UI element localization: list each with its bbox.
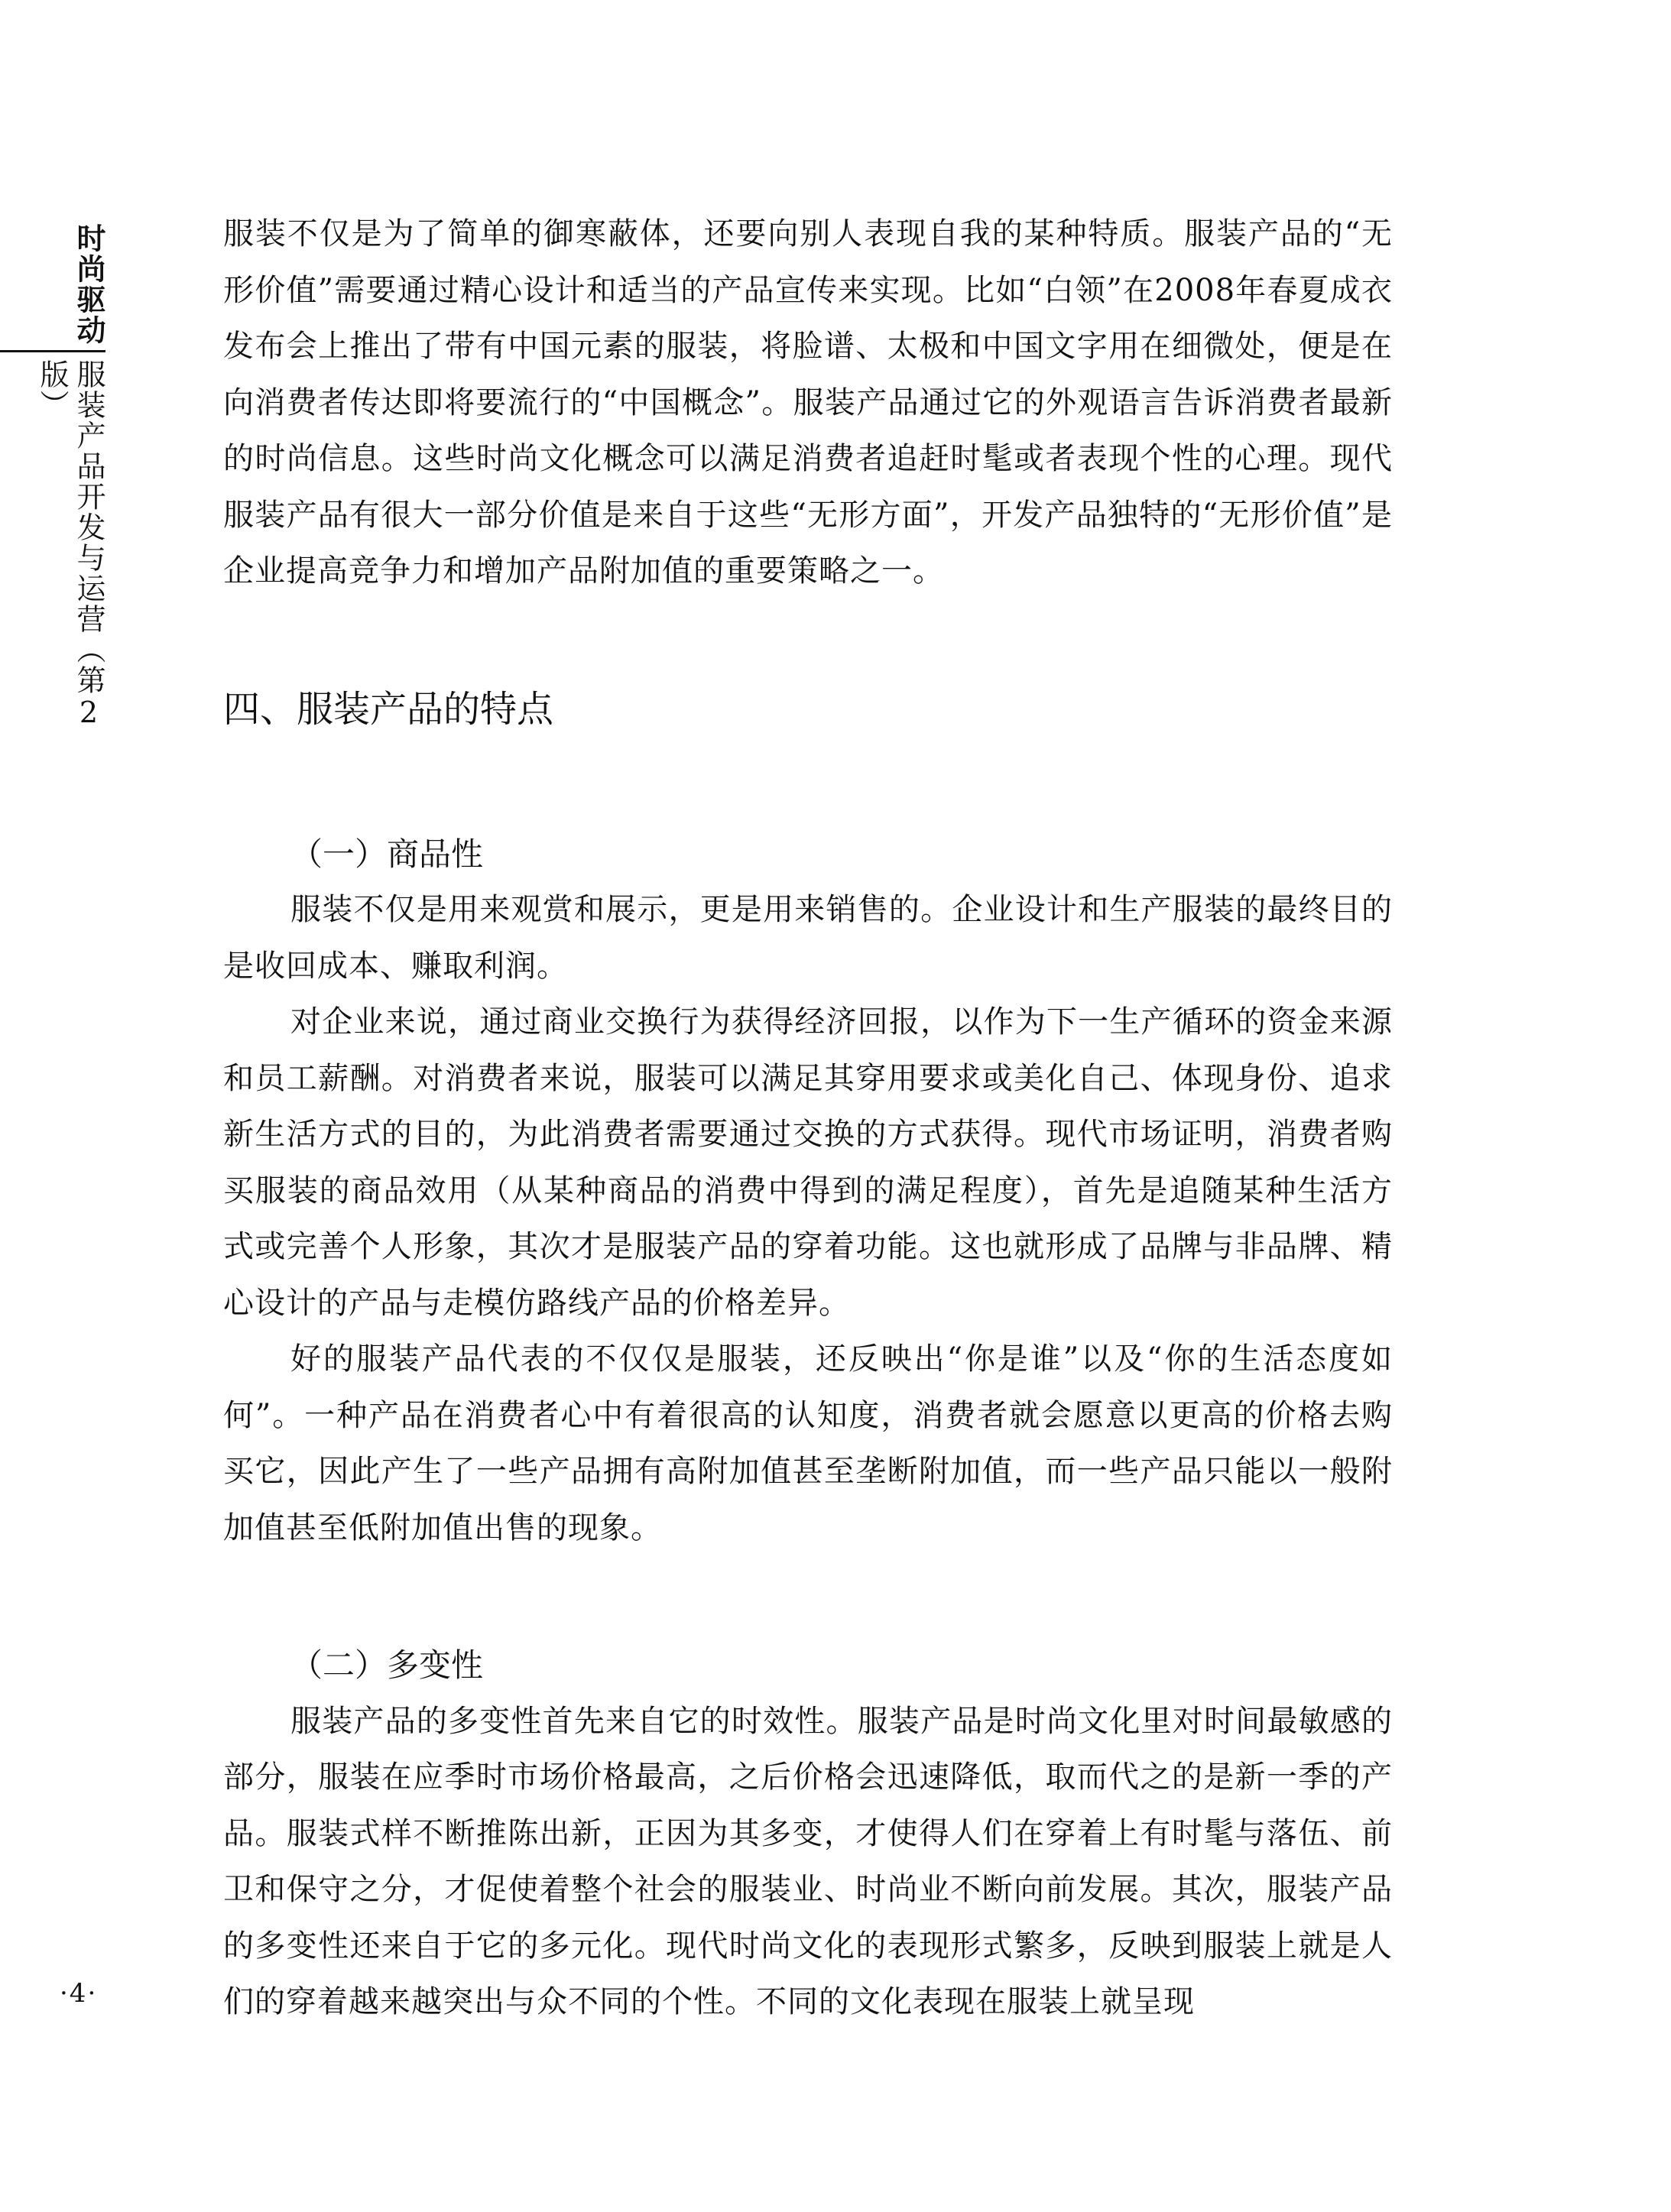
subsection-heading-variability: （二）多变性 (290, 1646, 484, 1684)
intro-paragraph: 服装不仅是为了简单的御寒蔽体，还要向别人表现自我的某种特质。服装产品的“无形价值”需要通过精心设计和适当的产品宣传来实现。比如“白领”在2008年春夏成衣发布会上推出了带有中国元素的服装，将脸谱、太极和中国文字用在细微处，便是在向消费者传达即将要流行的“中国概念”。服装产品通过它的外观语言告诉消费者最新的时尚信息。这些时尚文化概念可以满足消费者追赶时髦或者表现个性的心理。现代服装产品有很大一部分价值是来自于这些“无形方面”，开发产品独特的“无形价值”是企业提高竞争力和增加产品附加值的重要策略之一。 (223, 216, 1393, 589)
sidebar-divider (0, 350, 105, 352)
section-heading: 四、服装产品的特点 (223, 687, 554, 731)
page-number: ·4· (60, 1978, 98, 2009)
page-body (223, 206, 1393, 2031)
paragraph: 好的服装产品代表的不仅仅是服装，还反映出“你是谁”以及“你的生活态度如何”。一种产品在消费者心中有着很高的认知度，消费者就会愿意以更高的价格去购买它，因此产生了一些产品拥有高附加值甚至垄断附加值，而一些产品只能以一般附加值甚至低附加值出售的现象。 (223, 1341, 1393, 1545)
book-series-title: 时尚驱动 (72, 223, 106, 345)
subsection-heading-commodity: （一）商品性 (290, 835, 484, 873)
paragraph: 对企业来说，通过商业交换行为获得经济回报，以作为下一生产循环的资金来源和员工薪酬。对消费者来说，服装可以满足其穿用要求或美化自己、体现身份、追求新生活方式的目的，为此消费者需要通过交换的方式获得。现代市场证明，消费者购买服装的商品效用（从某种商品的消费中得到的满足程度），首先是追随某种生活方式或完善个人形象，其次才是服装产品的穿着功能。这也就形成了品牌与非品牌、精心设计的产品与走模仿路线产品的价格差异。 (223, 1004, 1393, 1321)
paragraph: 服装不仅是用来观赏和展示，更是用来销售的。企业设计和生产服装的最终目的是收回成本、赚取利润。 (223, 892, 1393, 984)
paragraph: 服装产品的多变性首先来自它的时效性。服装产品是时尚文化里对时间最敏感的部分，服装在应季时市场价格最高，之后价格会迅速降低，取而代之的是新一季的产品。服装式样不断推陈出新，正因为其多变，才使得人们在穿着上有时髦与落伍、前卫和保守之分，才促使着整个社会的服装业、时尚业不断向前发展。其次，服装产品的多变性还来自于它的多元化。现代时尚文化的表现形式繁多，反映到服装上就是人们的穿着越来越突出与众不同的个性。不同的文化表现在服装上就呈现 (223, 1703, 1393, 2019)
book-subtitle: 服装产品开发与运营（第2版） (35, 359, 105, 731)
